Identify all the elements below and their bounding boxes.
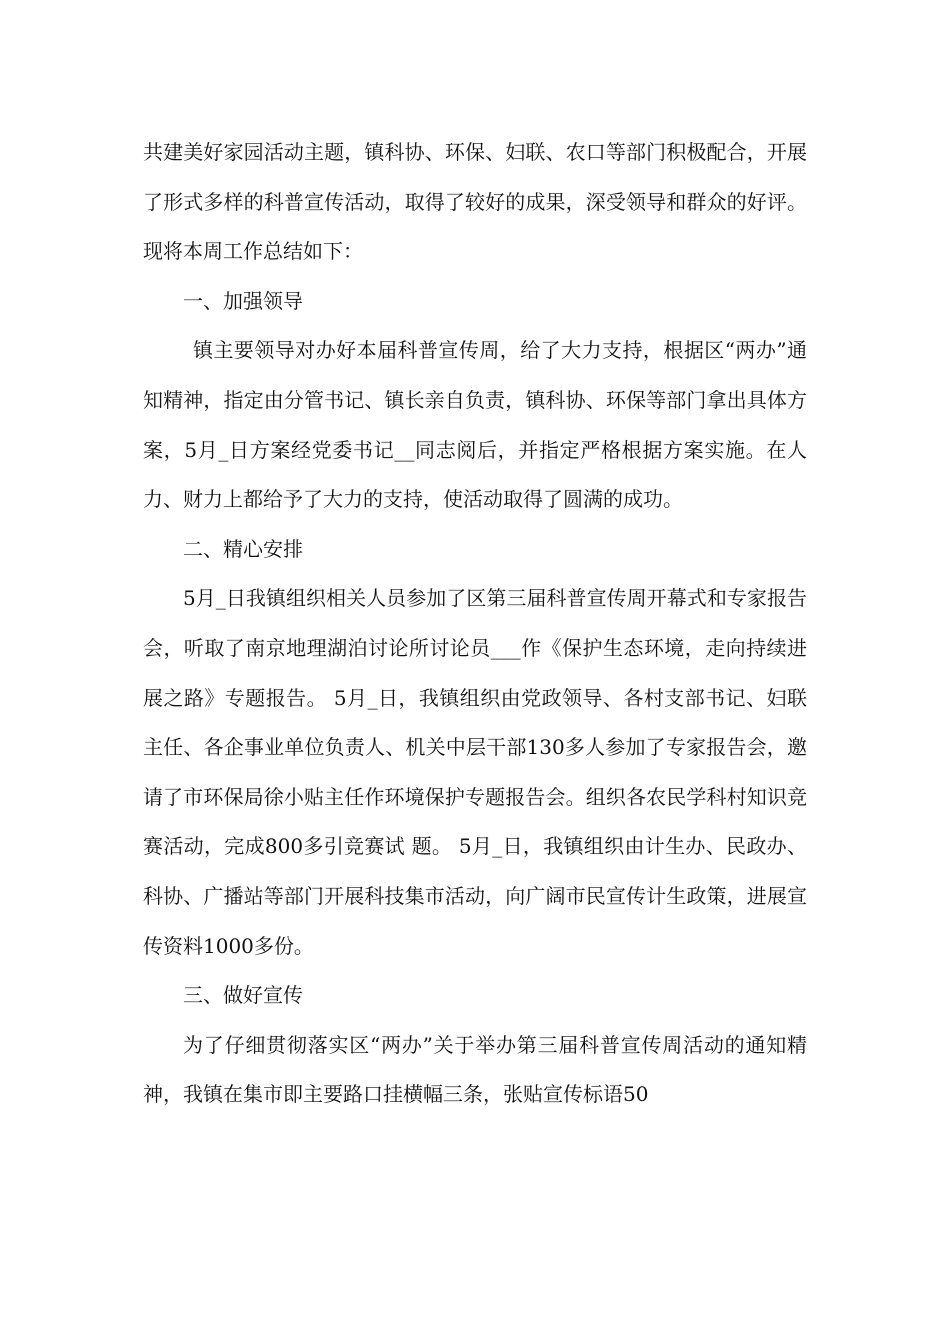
section-heading-publicity: 三、做好宣传: [183, 983, 303, 1008]
section-paragraph-publicity: 为了仔细贯彻落实区“两办”关于举办第三届科普宣传周活动的通知精神，我镇在集市即主要路口挂横幅三条，张贴宣传标语50: [143, 1032, 807, 1107]
document-body: [143, 128, 807, 1120]
intro-paragraph: 共建美好家园活动主题，镇科协、环保、妇联、农口等部门积极配合，开展了形式多样的科普宣传活动，取得了较好的成果，深受领导和群众的好评。现将本周工作总结如下：: [143, 140, 807, 264]
section-paragraph-leadership: 镇主要领导对办好本届科普宣传周，给了大力支持，根据区“两办”通知精神，指定由分管书记、镇长亲自负责，镇科协、环保等部门拿出具体方案，5月_日方案经党委书记__同志阅后，并指定严格根据方案实施。在人力、财力上都给予了大力的支持，使活动取得了圆满的成功。: [143, 338, 807, 512]
section-heading-leadership: 一、加强领导: [183, 288, 303, 313]
section-heading-arrangement: 二、精心安排: [183, 536, 303, 561]
section-paragraph-arrangement: 5月_日我镇组织相关人员参加了区第三届科普宣传周开幕式和专家报告会，听取了南京地理湖泊讨论所讨论员___作《保护生态环境，走向持续进展之路》专题报告。 5月_日，我镇组织由党政领导、各村支部书记、妇联主任、各企事业单位负责人、机关中层干部130多人参加了专家报告会，邀请了市环保局徐小贴主任作环境保护专题报告会。组织各农民学科村知识竞赛活动，完成800多引竞赛试 题。 5月_日，我镇组织由计生办、民政办、科协、广播站等部门开展科技集市活动，向广阔市民宣传计生政策，进展宣传资料1000多份。: [143, 586, 807, 958]
